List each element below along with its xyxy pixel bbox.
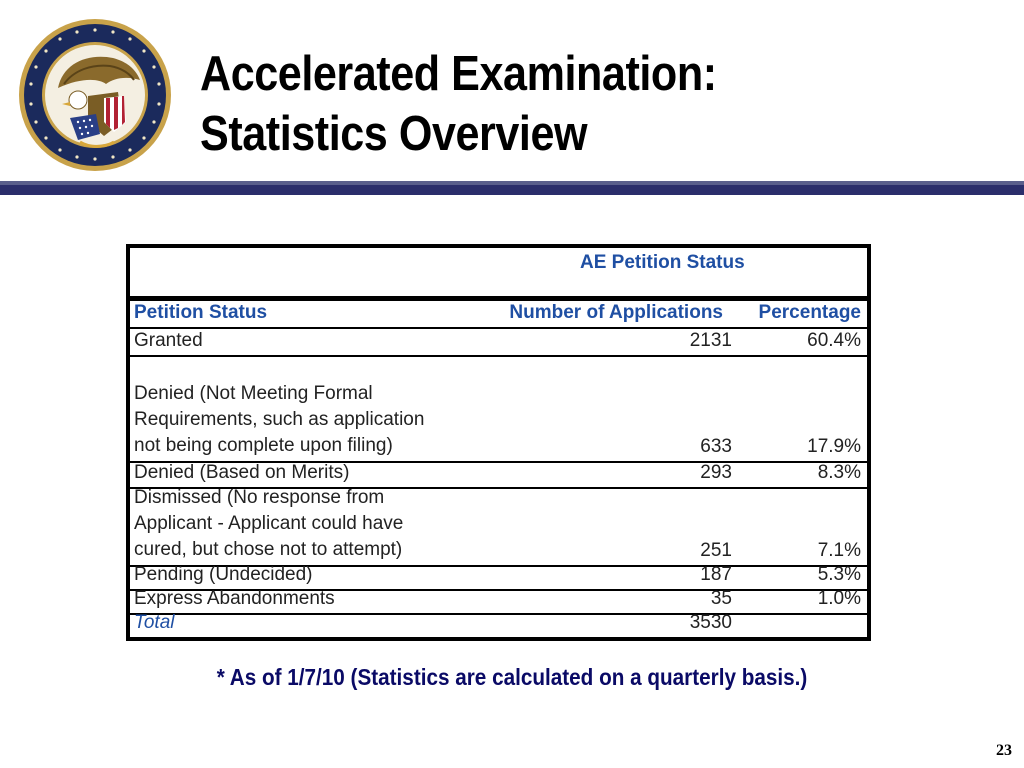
slide-title (200, 44, 717, 164)
column-header-status: Petition Status (134, 302, 268, 323)
row-status: Denied (Based on Merits) (134, 462, 350, 483)
row-status: Pending (Undecided) (134, 564, 313, 585)
slide-title-line-2: Statistics Overview (200, 107, 588, 161)
total-count: 3530 (689, 612, 732, 633)
table-row (130, 357, 867, 463)
row-percentage: 17.9% (807, 436, 861, 457)
table-body (130, 248, 867, 637)
row-status-line: cured, but chose not to attempt) (134, 539, 403, 560)
row-status (134, 381, 494, 459)
row-status: Express Abandonments (134, 588, 335, 609)
table-row (130, 489, 867, 567)
header-rule-thick (0, 185, 1024, 195)
row-status-line: Requirements, such as application (134, 409, 425, 430)
table-caption: AE Petition Status (580, 252, 745, 273)
row-status-line: Denied (Not Meeting Formal (134, 383, 373, 404)
row-percentage: 1.0% (817, 588, 861, 609)
row-status-line: not being complete upon filing) (134, 435, 393, 456)
table-caption-row (130, 248, 867, 298)
row-count: 633 (700, 436, 732, 457)
table-row (130, 329, 867, 357)
footnote: * As of 1/7/10 (Statistics are calculated on a quarterly basis.) (216, 664, 808, 690)
row-percentage: 60.4% (807, 330, 861, 351)
row-status (134, 485, 494, 563)
column-header-count: Number of Applications (509, 302, 723, 323)
row-percentage: 5.3% (817, 564, 861, 585)
table-header-row (130, 301, 867, 329)
slide-title-line-1: Accelerated Examination: (200, 47, 717, 101)
row-count: 187 (700, 564, 732, 585)
column-header-percentage: Percentage (758, 302, 861, 323)
row-count: 35 (710, 588, 732, 609)
slide-number: 23 (996, 742, 1012, 759)
total-label: Total (134, 612, 175, 633)
row-count: 251 (700, 540, 732, 561)
row-status-line: Applicant - Applicant could have (134, 513, 404, 534)
row-status: Granted (134, 330, 203, 351)
row-count: 2131 (689, 330, 732, 351)
row-percentage: 7.1% (817, 540, 861, 561)
ae-petition-status-table (126, 244, 871, 641)
row-count: 293 (700, 462, 732, 483)
row-percentage: 8.3% (817, 462, 861, 483)
table-total-row (130, 612, 867, 637)
row-status-line: Dismissed (No response from (134, 487, 385, 508)
uspto-seal-logo (18, 18, 172, 172)
